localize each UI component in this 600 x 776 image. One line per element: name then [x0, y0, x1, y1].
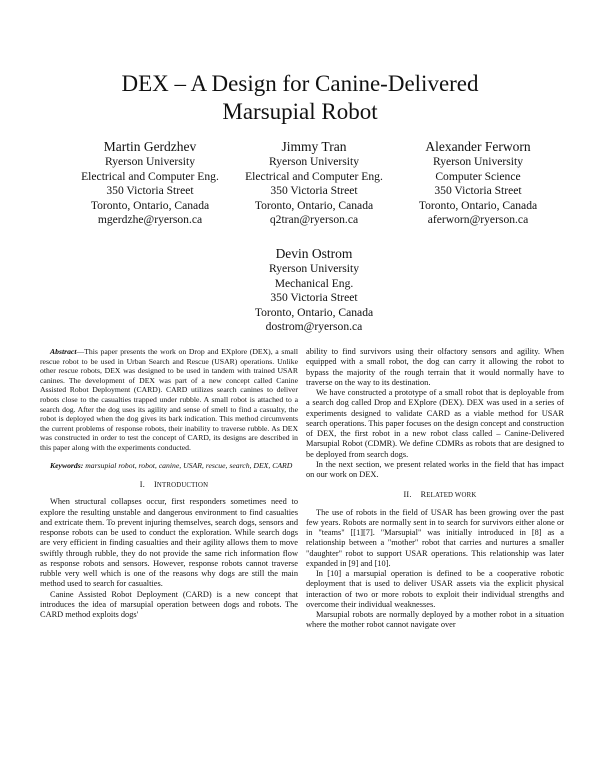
author-name: Martin Gerdzhev	[103, 139, 197, 154]
section-initial: I	[153, 480, 157, 490]
author-department: Mechanical Eng.	[274, 276, 354, 290]
keywords	[40, 461, 298, 471]
section-title: NTRODUCTION	[156, 482, 209, 490]
author-affiliation: Ryerson University	[104, 155, 196, 168]
author-street: 350 Victoria Street	[434, 184, 522, 198]
author-affiliation: Ryerson University	[432, 155, 524, 168]
author-email: q2tran@ryerson.ca	[269, 213, 359, 227]
author-block	[234, 246, 394, 335]
title-line-2: Marsupial Robot	[222, 99, 378, 124]
abstract-label: Abstract	[50, 347, 77, 356]
author-city: Toronto, Ontario, Canada	[254, 305, 374, 319]
section-title: ELATED WORK	[426, 492, 477, 500]
author-city: Toronto, Ontario, Canada	[254, 198, 374, 212]
author-department: Electrical and Computer Eng.	[81, 169, 219, 183]
author-email: mgerdzhe@ryerson.ca	[97, 213, 203, 227]
paragraph: We have constructed a prototype of a small robot that is deployable from a search dog called Drop and EXplore (DEX). DEX was used in a series of experiments designed to validate CARD as a viable method for USAR search operations. This paper focuses on the design concept and construction of DEX, the first robot in a new robot class called – Canine-Delivered Marsupial Robot (CDMR). We define CDMRs as robots that are designed to be deployed from search dogs.	[306, 388, 564, 459]
author-street: 350 Victoria Street	[270, 291, 358, 305]
author-street: 350 Victoria Street	[270, 184, 358, 198]
section-initial: R	[420, 490, 427, 500]
author-block	[234, 139, 394, 228]
author-email: dostrom@ryerson.ca	[265, 320, 363, 334]
abstract	[40, 347, 298, 453]
author-city: Toronto, Ontario, Canada	[418, 198, 538, 212]
abstract-text: —This paper presents the work on Drop and EXplore (DEX), a small rescue robot to be used in Urban Search and Rescue (USAR) operations. Unlike other rescue robots, DEX was designed to be used in tandem with trained USAR canines. The development of DEX was part of a new concept called Canine Assisted Robot Deployment (CARD). CARD utilizes search canines to deliver robots close to the casualties trapped under rubble. A small robot is attached to a search dog. After the dog uses its agility and sense of smell to find a casualty, the robot is deployed when the dog gives its bark indication. This method circumvents the current problems of response robots, their inability to traverse rubble. As DEX was constructed in order to test the concept of CARD, its designs are described in this paper along with the experiments conducted.	[40, 347, 298, 452]
paragraph: ability to find survivors using their olfactory sensors and agility. When equipped with a small robot, the dog can carry it allowing the robot to bypass the majority of the rough terrain that it would normally have to traverse on the way to its destination.	[306, 347, 564, 387]
author-affiliation: Ryerson University	[268, 155, 360, 168]
author-email: aferworn@ryerson.ca	[427, 213, 529, 227]
author-department: Electrical and Computer Eng.	[245, 169, 383, 183]
paper-title	[0, 70, 600, 126]
author-block	[398, 139, 558, 228]
author-block	[70, 139, 230, 228]
paragraph: The use of robots in the field of USAR has been growing over the past few years. Robots are normally sent in to search for survivors either alone or in "teams" [[1][7]. "Marsupial" was initially introduced in [8] as a relationship between a "mother" robot that carries and nurtures a smaller "daughter" robot to support USAR operations. This relationship was later expanded in [9] and [10].	[306, 507, 564, 568]
keywords-label: Keywords:	[50, 460, 84, 470]
paragraph: Marsupial robots are normally deployed by a mother robot in a situation where the mother robot cannot navigate over	[306, 610, 564, 630]
author-name: Alexander Ferworn	[425, 139, 531, 154]
title-line-1: DEX – A Design for Canine-Delivered	[121, 71, 479, 96]
section-heading-introduction	[40, 480, 298, 491]
author-name: Devin Ostrom	[275, 246, 353, 261]
author-affiliation: Ryerson University	[268, 262, 360, 275]
author-department: Computer Science	[435, 169, 521, 183]
section-number: I.	[139, 480, 145, 490]
keywords-text: marsupial robot, robot, canine, USAR, rescue, search, DEX, CARD	[83, 460, 293, 470]
paragraph: In [10] a marsupial operation is defined to be a cooperative robotic deployment that is used to deliver USAR assets via the explicit physical interaction of two or more robots to exploit their individual strengths and overcome their individual weaknesses.	[306, 569, 564, 609]
author-street: 350 Victoria Street	[106, 184, 194, 198]
right-column	[306, 347, 564, 631]
section-number: II.	[403, 490, 412, 500]
paragraph: When structural collapses occur, first responders sometimes need to explore the resulting unstable and dangerous environment to find casualties and extricate them. To prevent injuring themselves, search dogs, sensors and response robots can be used to conduct the exploration. While search dogs are very efficient in finding casualties and their agility allows them to move swiftly through rubble, they do not provide the same rich information flow as response robots and sensors. However, response robots cannot traverse rubble very well which is one of the reasons why dogs are still the main method used to search for casualties.	[40, 497, 298, 589]
paragraph: Canine Assisted Robot Deployment (CARD) is a new concept that introduces the idea of marsupial operation between dogs and robots. The CARD method exploits dogs'	[40, 589, 298, 620]
author-name: Jimmy Tran	[281, 139, 347, 154]
paragraph: In the next section, we present related works in the field that has impact on our work on DEX.	[306, 459, 564, 479]
left-column	[40, 347, 298, 620]
section-heading-related-work	[306, 490, 564, 501]
author-city: Toronto, Ontario, Canada	[90, 198, 210, 212]
